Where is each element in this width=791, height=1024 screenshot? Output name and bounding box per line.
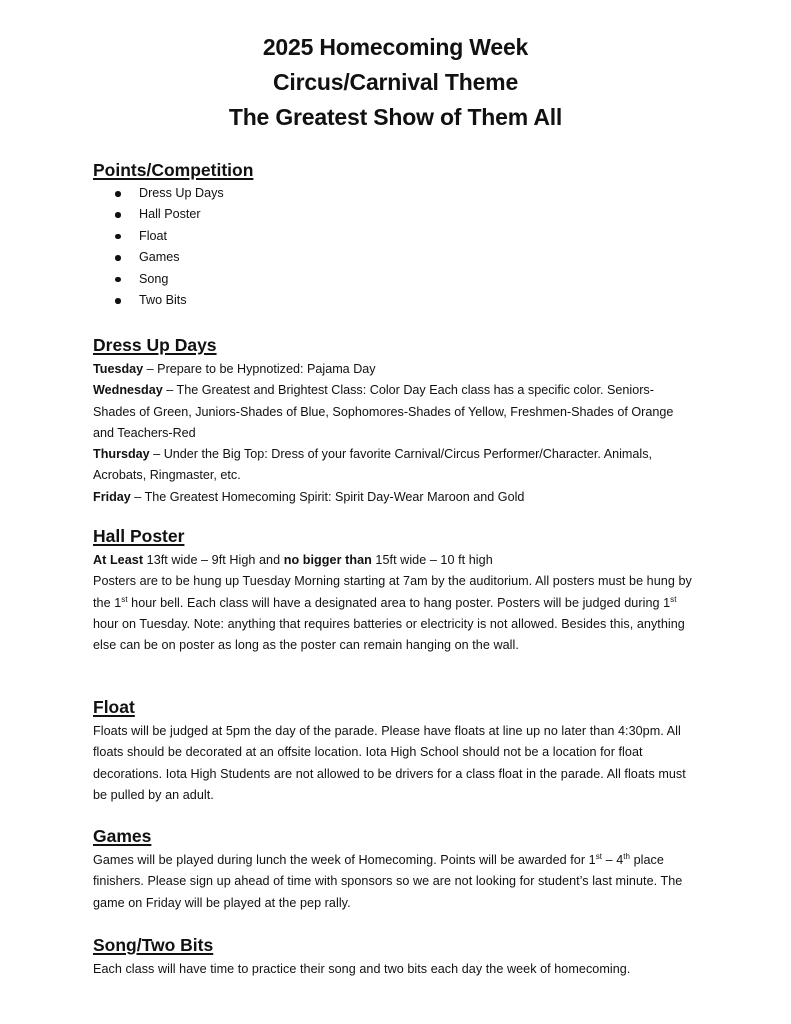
dress-up-heading: Dress Up Days <box>93 335 217 355</box>
bullet-icon <box>115 234 121 240</box>
day-label: Wednesday <box>93 383 163 398</box>
float-rules: Floats will be judged at 5pm the day of the parade. Please have floats at line up no later than 4:30pm. All floats should be decorated at an offsite location. Iota High School should not be a location for float decorations. Iota High Students are not allowed to be drivers for a class float in the parade. All floats must be pulled by an adult. <box>93 724 686 802</box>
list-item: Hall Poster <box>93 204 703 225</box>
song-rules: Each class will have time to practice their song and two bits each day the week of homecoming. <box>93 962 631 976</box>
list-item: Song <box>93 269 703 290</box>
bullet-icon <box>115 255 121 261</box>
poster-size-rule: At Least 13ft wide – 9ft High and no bigger than 15ft wide – 10 ft high <box>93 553 493 567</box>
points-heading: Points/Competition <box>93 160 254 180</box>
title-block <box>0 30 791 135</box>
dress-up-day: Tuesday – Prepare to be Hypnotized: Pajama Day <box>93 362 376 376</box>
song-section <box>93 933 713 980</box>
dress-up-day: Wednesday – The Greatest and Brightest Class: Color Day Each class has a specific color. Seniors-Shades of Green, Juniors-Shades of Blue, Sophomores-Shades of Yellow, Freshmen-Shades of Orange and Teachers-Red <box>93 383 674 440</box>
bullet-icon <box>115 298 121 304</box>
games-heading: Games <box>93 826 152 846</box>
points-list <box>93 183 703 311</box>
games-section <box>93 824 703 914</box>
dress-up-section <box>93 333 693 508</box>
theme-tagline: The Greatest Show of Them All <box>228 104 563 130</box>
poster-rules: Posters are to be hung up Tuesday Morning starting at 7am by the auditorium. All posters must be hung by the 1st hour bell. Each class will have a designated area to hang poster. Posters will be judged during 1st hour on Tuesday. Note: anything that requires batteries or electricity is not allowed. Besides this, anything else can be on poster as long as the poster can remain hanging on the wall. <box>93 574 692 653</box>
song-heading: Song/Two Bits <box>93 935 214 955</box>
games-rules: Games will be played during lunch the week of Homecoming. Points will be awarded for 1st – 4th place finishers. Please sign up ahead of time with sponsors so we are not looking for student’s last minute. The game on Friday will be played at the pep rally. <box>93 852 683 910</box>
page-title: 2025 Homecoming Week <box>262 34 529 60</box>
float-section <box>93 695 703 806</box>
list-item: Dress Up Days <box>93 183 703 204</box>
list-item: Float <box>93 226 703 247</box>
points-section <box>93 158 703 311</box>
day-label: Thursday <box>93 447 150 462</box>
list-item: Two Bits <box>93 290 703 311</box>
hall-poster-section <box>93 524 703 656</box>
hall-poster-heading: Hall Poster <box>93 526 185 546</box>
day-label: Tuesday <box>93 362 144 376</box>
list-item: Games <box>93 247 703 268</box>
bullet-icon <box>115 277 121 283</box>
theme-subtitle: Circus/Carnival Theme <box>272 69 519 95</box>
day-label: Friday <box>93 489 131 504</box>
bullet-icon <box>115 212 121 218</box>
dress-up-day: Friday – The Greatest Homecoming Spirit: Spirit Day-Wear Maroon and Gold <box>93 489 525 504</box>
float-heading: Float <box>93 697 135 717</box>
dress-up-day: Thursday – Under the Big Top: Dress of your favorite Carnival/Circus Performer/Character. Animals, Acrobats, Ringmaster, etc. <box>93 447 653 483</box>
bullet-icon <box>115 191 121 197</box>
